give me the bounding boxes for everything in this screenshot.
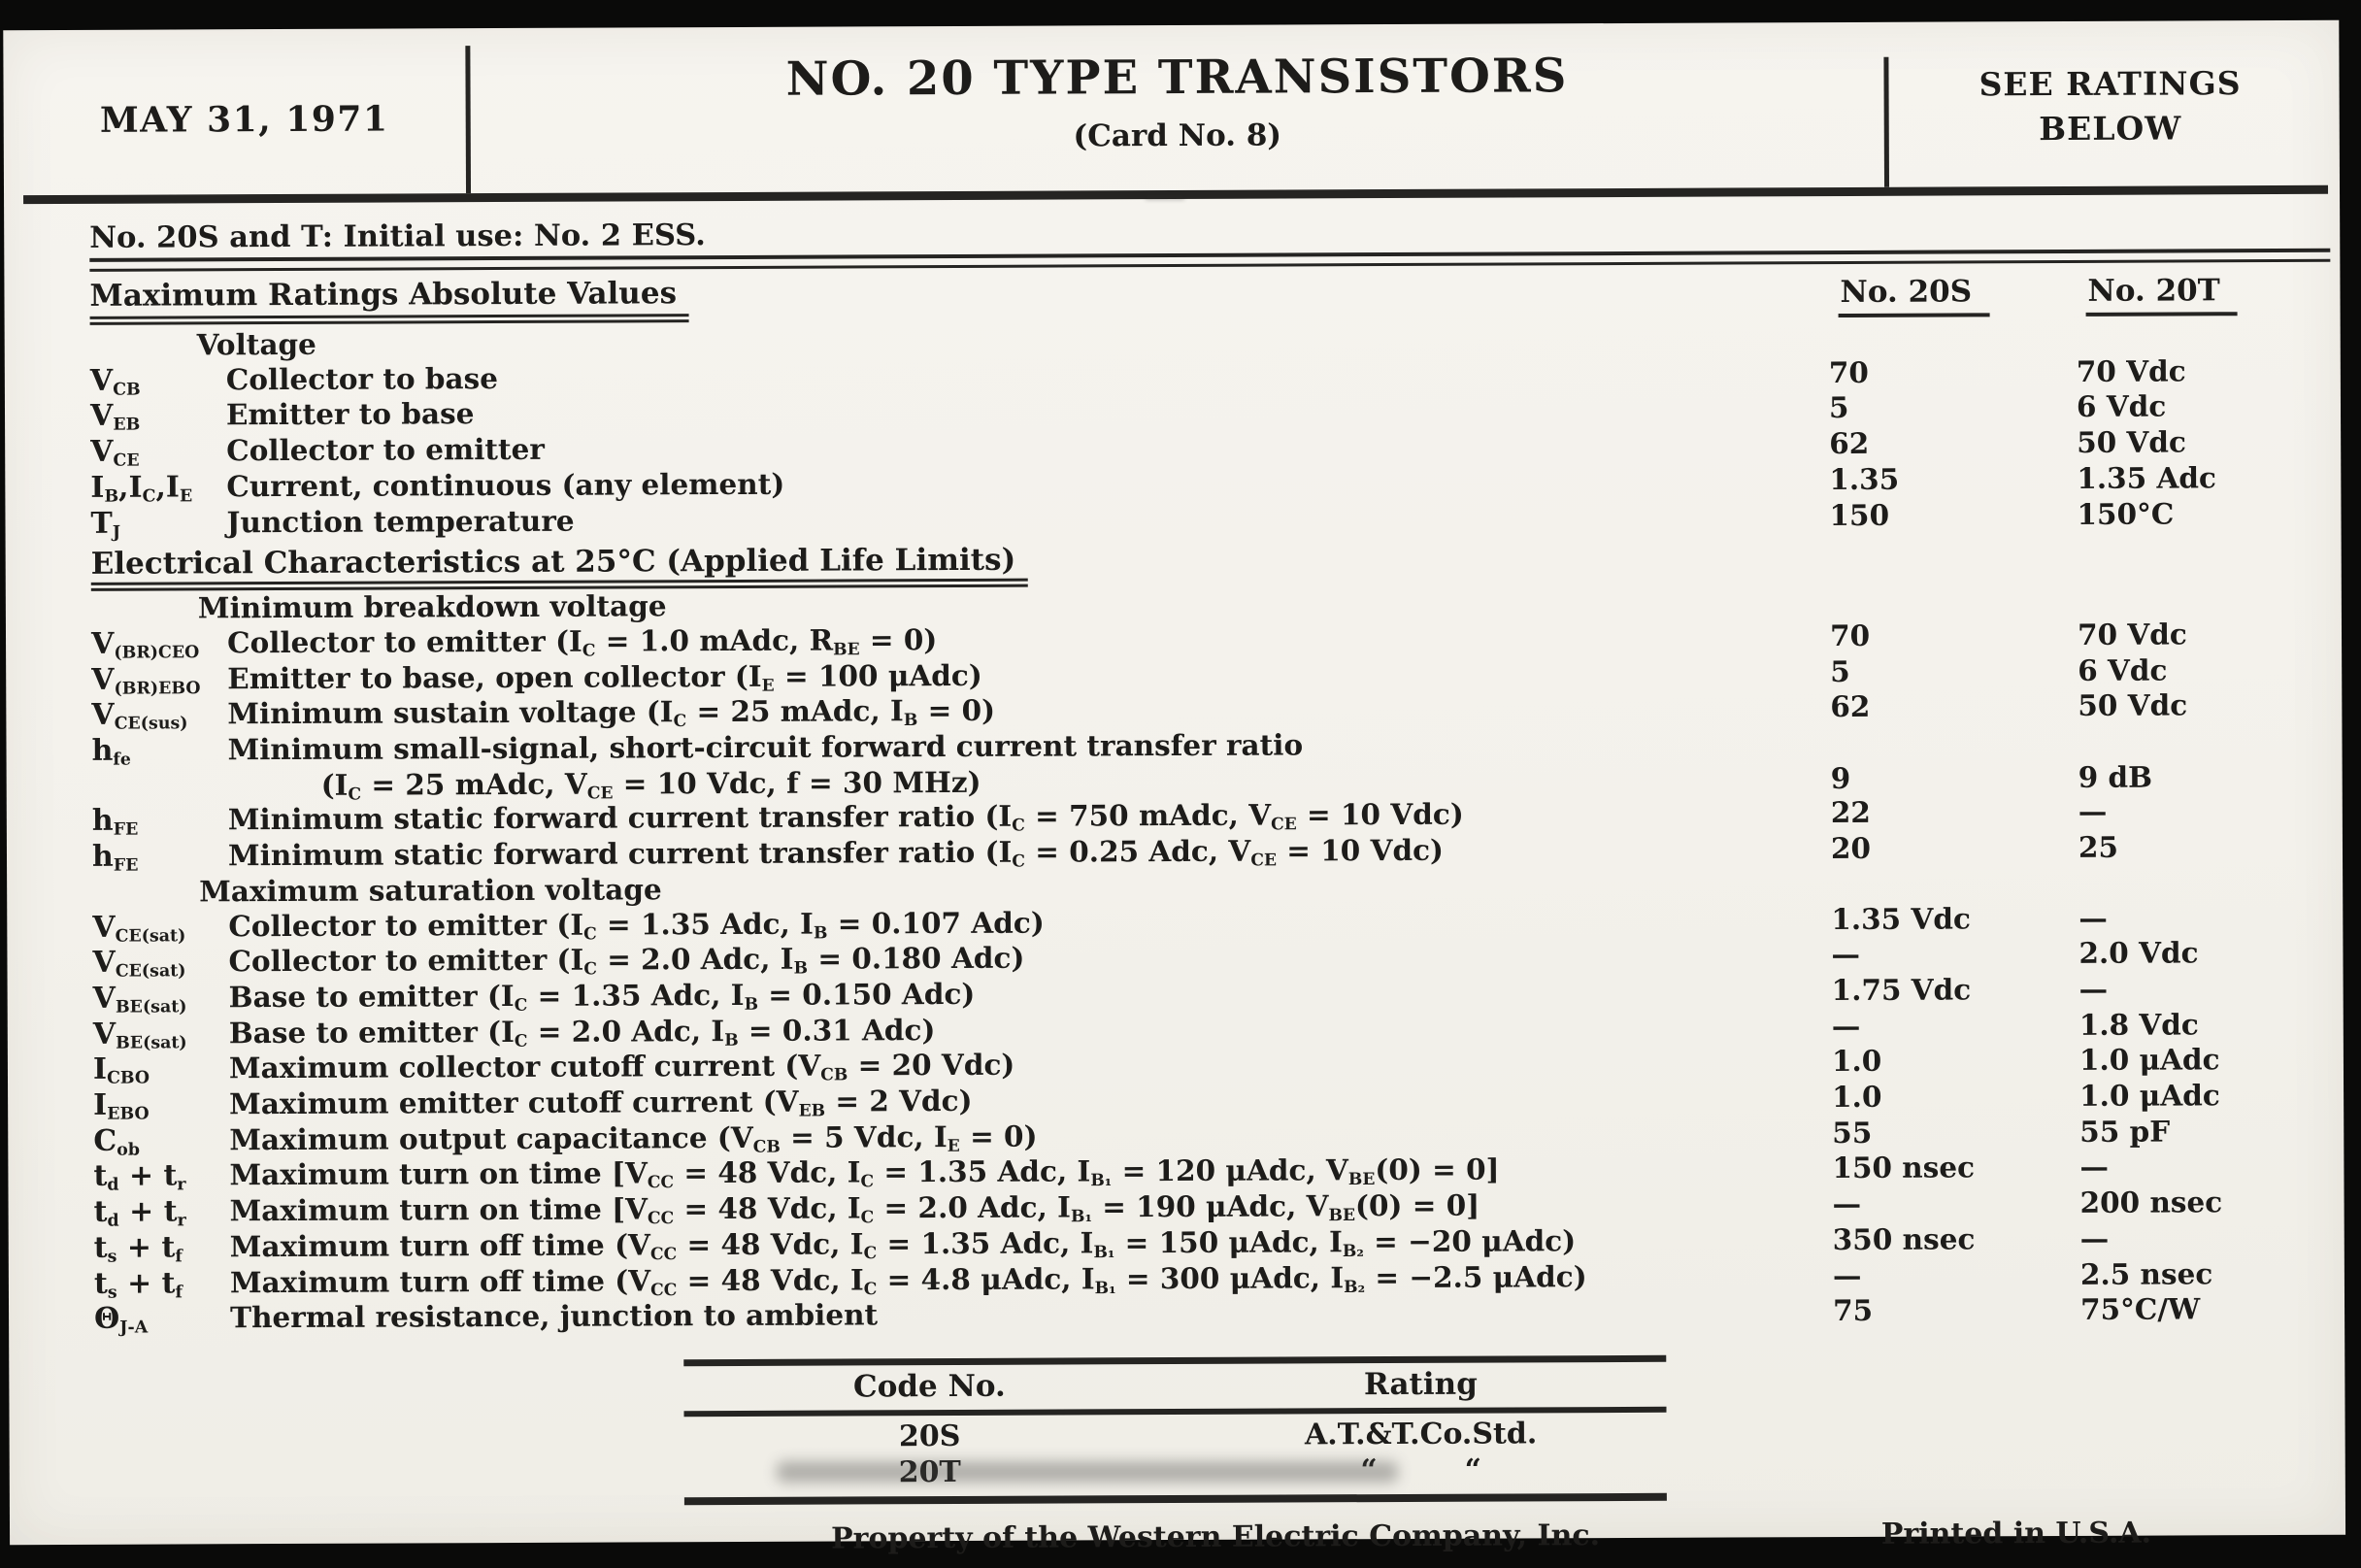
row-value-20s: 55	[1832, 1115, 1873, 1150]
header-title-block	[470, 48, 1883, 156]
row-description: Maximum output capacitance ($V_{CB} = 5$ Vdc, $I_E = 0$)	[229, 1118, 1038, 1157]
code-no-header: Code No.	[852, 1368, 1006, 1405]
ratings-rows	[90, 318, 2332, 541]
subheading-label: Minimum breakdown voltage	[197, 588, 667, 625]
row-value-20s: 1.0	[1831, 1044, 1882, 1079]
row-value-20s: 5	[1830, 653, 1850, 688]
row-value-20t: 55 pF	[2079, 1114, 2171, 1149]
row-value-20t: 75°C/W	[2079, 1291, 2201, 1327]
row-description: Current, continuous (any element)	[226, 466, 785, 504]
row-value-20t: 150°C	[2077, 496, 2175, 531]
row-value-20s: 20	[1830, 831, 1872, 866]
row-value-20s: 62	[1830, 689, 1871, 724]
row-value-20s: 62	[1829, 425, 1870, 461]
row-symbol: $T_J$	[90, 506, 121, 543]
row-description: Junction temperature	[226, 503, 575, 539]
row-symbol: $h_{FE}$	[91, 804, 139, 841]
ratings-note	[1892, 61, 2327, 152]
row-description: Base to emitter ($I_C = 1.35$ Adc, $I_B = 0.150$ Adc)	[228, 976, 976, 1016]
row-value-20s: —	[1832, 1257, 1862, 1292]
row-description: Collector to emitter ($I_C = 1.35$ Adc, $I_B = 0.107$ Adc)	[228, 905, 1045, 944]
row-value-20t: 2.0 Vdc	[2078, 935, 2199, 971]
row-value-20t: 50 Vdc	[2077, 424, 2187, 460]
row-value-20t: 1.0 μAdc	[2079, 1078, 2220, 1113]
row-value-20s: —	[1832, 1186, 1862, 1221]
row-value-20t: 50 Vdc	[2078, 687, 2188, 723]
row-value-20t: —	[2078, 900, 2108, 935]
row-description: Maximum turn on time [$V_{CC} = 48$ Vdc, $I_C = 1.35$ Adc, $I_{B_1} = 120$ μAdc, $V_{BE}(0) = 0$]	[229, 1152, 1500, 1193]
code-no-cell: 20T	[898, 1454, 961, 1490]
row-description: Minimum static forward current transfer ratio ($I_C = 0.25$ Adc, $V_{CE} = 10$ Vdc)	[227, 832, 1445, 873]
scan-artifact	[1146, 194, 1184, 200]
column-header-20s: No. 20S	[1838, 272, 2085, 317]
row-value-20s: —	[1831, 937, 1861, 972]
row-description: Collector to emitter ($I_C = 2.0$ Adc, $I_B = 0.180$ Adc)	[228, 940, 1025, 980]
ratings-section-header	[89, 267, 2330, 325]
row-value-20t: 25	[2078, 829, 2119, 865]
row-symbol: $V_{CE}$	[90, 434, 140, 471]
row-value-20s: 1.35 Vdc	[1831, 900, 1971, 936]
code-rating-header	[683, 1362, 1666, 1411]
section-title-maximum-ratings: Maximum Ratings Absolute Values	[89, 274, 688, 325]
row-value-20t: —	[2078, 794, 2108, 829]
row-value-20t: —	[2078, 971, 2109, 1006]
card-header	[22, 20, 2328, 204]
row-symbol: $\Theta_{J-A}$	[94, 1302, 149, 1338]
row-symbol: $h_{fe}$	[91, 733, 131, 770]
row-value-20s: 22	[1830, 795, 1871, 830]
row-value-20s: 350 nsec	[1832, 1221, 1976, 1256]
row-value-20t: 1.8 Vdc	[2078, 1007, 2199, 1042]
row-value-20t: 2.5 nsec	[2079, 1255, 2213, 1291]
row-description: Maximum turn off time ($V_{CC} = 48$ Vdc, $I_C = 4.8$ μAdc, $I_{B_1} = 300$ μAdc, $I_{B_2} = -2.5$ μAdc)	[229, 1258, 1587, 1300]
property-notice: Property of the Western Electric Company, Inc.	[830, 1518, 1601, 1556]
ratings-note-line2: BELOW	[2039, 109, 2182, 149]
row-symbol: $I_{CBO}$	[92, 1052, 150, 1089]
initial-use-line: No. 20S and T: Initial use: No. 2 ESS.	[89, 217, 706, 255]
row-value-20t: 70 Vdc	[2076, 353, 2186, 388]
row-description: Minimum sustain voltage ($I_C = 25$ mAdc, $I_B = 0$)	[227, 693, 996, 732]
row-symbol: $h_{FE}$	[91, 839, 139, 876]
row-description: Collector to emitter ($I_C = 1.0$ mAdc, $R_{BE} = 0$)	[226, 621, 938, 661]
row-description: Maximum turn on time [$V_{CC} = 48$ Vdc, $I_C = 2.0$ Adc, $I_{B_1} = 190$ μAdc, $V_{BE}(0) = 0$]	[229, 1187, 1480, 1229]
row-description: Emitter to base, open collector ($I_E = 100$ μAdc)	[227, 657, 982, 696]
rating-header: Rating	[1363, 1366, 1478, 1403]
header-date: MAY 31, 1971	[99, 98, 389, 141]
card-footer	[95, 1516, 2336, 1568]
row-value-20s	[1831, 751, 2078, 752]
row-value-20s: 9	[1830, 760, 1851, 795]
row-value-20t: 70 Vdc	[2077, 617, 2187, 651]
row-value-20s: 150 nsec	[1832, 1150, 1976, 1185]
row-description: Emitter to base	[225, 396, 475, 432]
row-value-20s: 70	[1828, 354, 1869, 389]
row-description: Maximum turn off time ($V_{CC} = 48$ Vdc, $I_C = 1.35$ Adc, $I_{B_1} = 150$ μAdc, $I_{B_2} = -20$ μAdc)	[229, 1223, 1577, 1265]
row-symbol: $I_{EBO}$	[93, 1087, 150, 1124]
section-title-electrical-characteristics: Electrical Characteristics at 25°C (Applied Life Limits)	[91, 543, 1028, 591]
row-symbol: $t_d + t_r$	[93, 1194, 186, 1231]
row-symbol: $V_{EB}$	[89, 399, 141, 436]
specifications-table	[4, 194, 2345, 1568]
row-value-20s: 1.0	[1832, 1079, 1882, 1115]
rating-cell: A.T.&T.Co.Std.	[1304, 1417, 1538, 1452]
row-description: Thermal resistance, junction to ambient	[229, 1297, 879, 1335]
row-symbol: $V_{CE(sat)}$	[92, 910, 186, 947]
row-value-20t: —	[2079, 1150, 2109, 1184]
row-value-20t: 6 Vdc	[2078, 652, 2168, 687]
row-symbol: $V_{(BR)CEO}$	[90, 626, 200, 663]
datasheet-card	[3, 20, 2345, 1556]
code-rating-table	[683, 1355, 1667, 1505]
row-symbol: $V_{BE(sat)}$	[92, 981, 187, 1018]
row-description: Collector to base	[225, 360, 499, 396]
row-value-20s: —	[1831, 1008, 1861, 1043]
subheading-label: Maximum saturation voltage	[199, 872, 662, 909]
page-title: NO. 20 TYPE TRANSISTORS	[785, 49, 1569, 107]
row-value-20t: 1.0 μAdc	[2078, 1042, 2220, 1078]
row-value-20t: 6 Vdc	[2076, 388, 2167, 424]
row-symbol: $V_{(BR)EBO}$	[91, 662, 201, 699]
row-symbol: $t_s + t_f$	[93, 1230, 183, 1267]
row-symbol: $V_{CE(sat)}$	[92, 946, 186, 982]
row-description: Minimum small-signal, short-circuit forward current transfer ratio	[227, 727, 1304, 767]
row-description: ($I_C = 25$ mAdc, $V_{CE} = 10$ Vdc, f = 30 MHz)	[320, 764, 981, 805]
card-number: (Card No. 8)	[1073, 117, 1282, 154]
header-divider-right	[1883, 57, 1889, 187]
row-description: Collector to emitter	[226, 431, 546, 468]
electrical-rows	[91, 582, 2335, 1337]
row-value-20s: 5	[1828, 390, 1849, 425]
row-value-20t: —	[2079, 1220, 2110, 1255]
row-value-20t: 200 nsec	[2079, 1184, 2223, 1220]
row-symbol: $V_{CB}$	[89, 363, 141, 400]
row-description: Maximum emitter cutoff current ($V_{EB} = 2$ Vdc)	[229, 1083, 973, 1121]
row-value-20s: 1.35	[1829, 461, 1900, 496]
row-value-20s: 75	[1832, 1293, 1874, 1328]
row-value-20s: 150	[1829, 497, 1890, 532]
row-value-20t: 1.35 Adc	[2077, 460, 2217, 495]
row-value-20s: 70	[1829, 617, 1871, 652]
table-row	[684, 1416, 1667, 1455]
row-symbol: $t_d + t_r$	[93, 1158, 186, 1196]
row-symbol: $t_s + t_f$	[93, 1266, 183, 1303]
row-description: Base to emitter ($I_C = 2.0$ Adc, $I_B = 0.31$ Adc)	[228, 1012, 936, 1051]
row-symbol: $V_{BE(sat)}$	[92, 1017, 187, 1053]
column-header-20t: No. 20T	[2085, 271, 2330, 317]
row-symbol	[92, 795, 228, 796]
row-symbol: $V_{CE(sus)}$	[91, 698, 188, 734]
row-description: Minimum static forward current transfer ratio ($I_C = 750$ mAdc, $V_{CE} = 10$ Vdc)	[227, 797, 1464, 837]
code-no-cell: 20S	[898, 1418, 961, 1454]
row-value-20t: 9 dB	[2078, 759, 2153, 794]
scan-artifact	[777, 1461, 1398, 1483]
rating-cell: “ “	[1360, 1452, 1482, 1488]
printed-in-usa: Printed in U.S.A.	[1880, 1516, 2152, 1551]
subheading-label: Voltage	[196, 326, 316, 362]
ratings-note-line1: SEE RATINGS	[1979, 64, 2242, 104]
row-symbol: $C_{ob}$	[93, 1123, 141, 1160]
row-description: Maximum collector cutoff current ($V_{CB} = 20$ Vdc)	[228, 1048, 1015, 1085]
row-value-20s: 1.75 Vdc	[1831, 972, 1972, 1007]
row-symbol: $I_B,I_C,I_E$	[90, 470, 193, 507]
